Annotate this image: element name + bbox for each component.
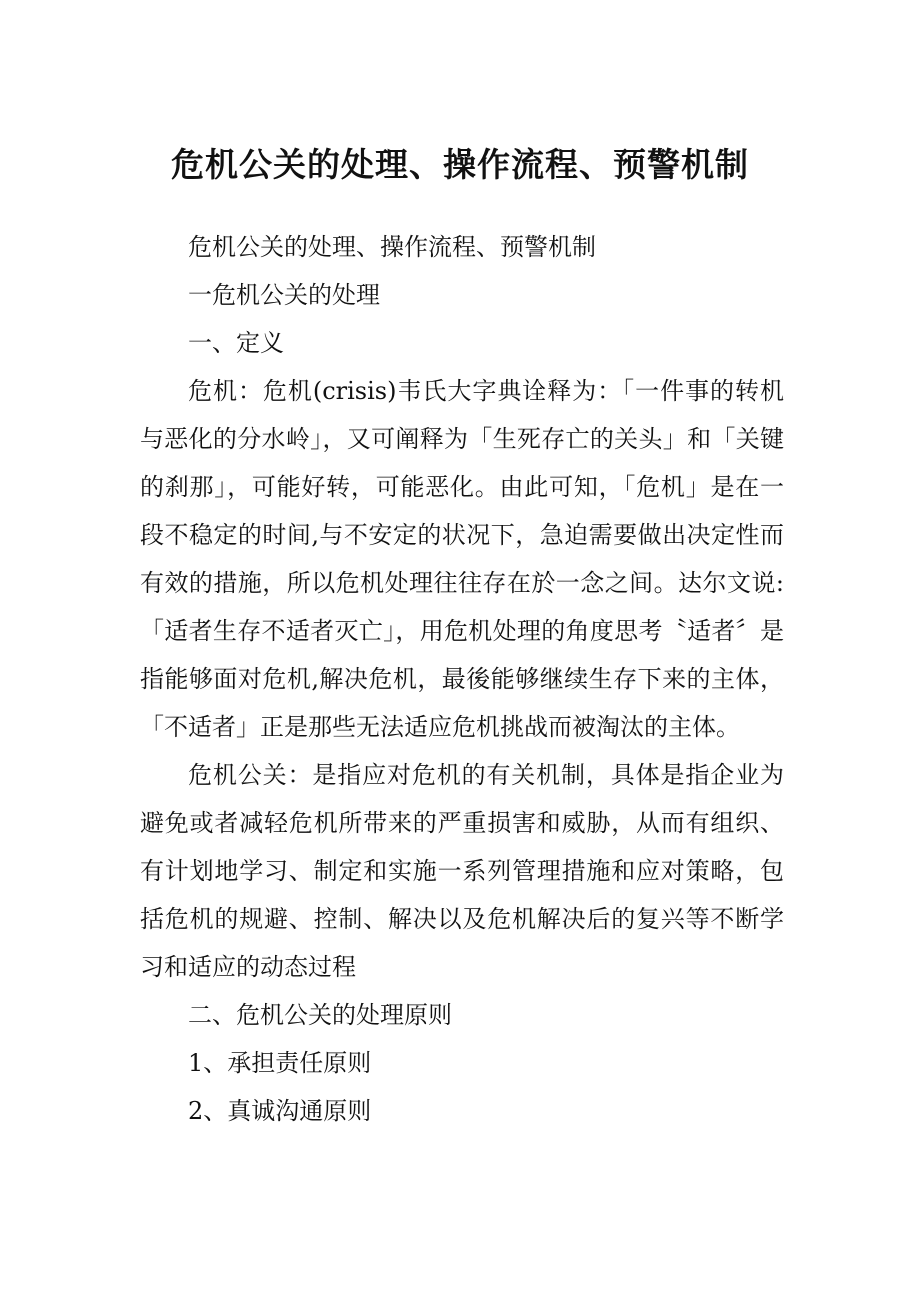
paragraph-subtitle: 危机公关的处理、操作流程、预警机制 — [188, 233, 596, 261]
section-heading-definition: 一、定义 — [188, 329, 284, 357]
paragraph-crisis-definition: 危机：危机(crisis)韦氏大字典诠释为：「一件事的转机与恶化的分水岭」，又可阐释为「生死存亡的关头」和「关键的刹那」，可能好转，可能恶化。由此可知，「危机」是在一段不稳定的时间,与不安定的状况下，急迫需要做出决定性而有效的措施，所以危机处理往往存在於一念之间。达尔文说:「适者生存不适者灭亡」，用危机处理的角度思考〝适者〞是指能够面对危机,解决危机，最後能够继续生存下来的主体，「不适者」正是那些无法适应危机挑战而被淘汰的主体。 — [140, 377, 784, 741]
principle-item-responsibility: 1、承担责任原则 — [188, 1049, 372, 1077]
document-body — [140, 223, 784, 1135]
section-heading-principles: 二、危机公关的处理原则 — [188, 1001, 452, 1029]
paragraph-crisis-pr-definition: 危机公关：是指应对危机的有关机制，具体是指企业为避免或者减轻危机所带来的严重损害和威胁，从而有组织、有计划地学习、制定和实施一系列管理措施和应对策略，包括危机的规避、控制、解决以及危机解决后的复兴等不断学习和适应的动态过程 — [140, 761, 784, 981]
section-heading-crisis-handling: 一危机公关的处理 — [188, 281, 380, 309]
document-title: 危机公关的处理、操作流程、预警机制 — [171, 145, 749, 184]
principle-item-communication: 2、真诚沟通原则 — [188, 1097, 372, 1125]
